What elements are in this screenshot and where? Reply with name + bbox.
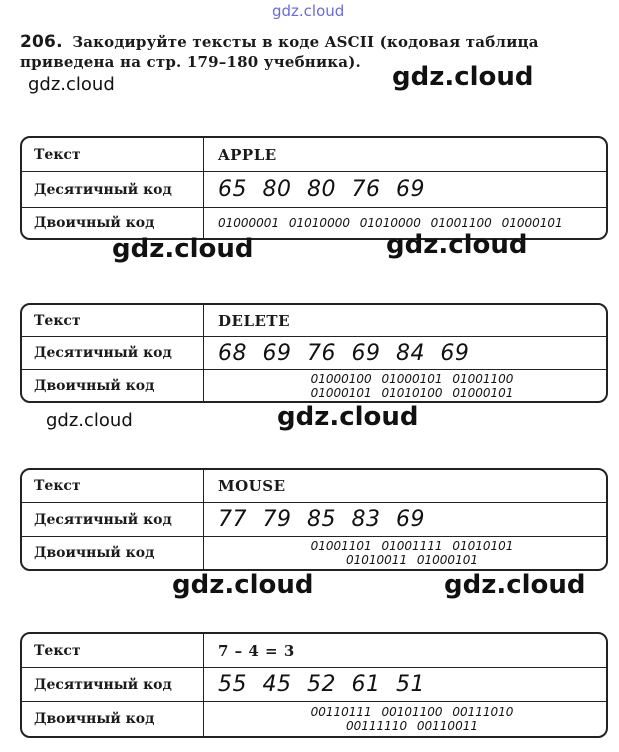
watermark: gdz.cloud	[112, 234, 254, 264]
text-value: MOUSE	[218, 477, 286, 495]
binary-code: 01000001 01010000 01010000 01001100 01000101	[218, 216, 563, 230]
task-number: 206.	[20, 32, 63, 52]
text-value: 7 – 4 = 3	[218, 641, 295, 660]
label-binary: Двоичный код	[22, 370, 204, 401]
label-binary: Двоичный код	[22, 208, 204, 238]
label-text: Текст	[22, 305, 204, 336]
decimal-code: 65 80 80 76 69	[218, 177, 425, 202]
binary-code-line-1: 00110111 00101100 00111010	[310, 705, 514, 719]
label-text: Текст	[22, 138, 204, 171]
label-decimal: Десятичный код	[22, 337, 204, 369]
text-value: DELETE	[218, 311, 291, 330]
watermark: gdz.cloud	[28, 74, 115, 95]
label-text: Текст	[22, 634, 204, 667]
ascii-table-3	[20, 468, 608, 571]
label-decimal: Десятичный код	[22, 668, 204, 701]
watermark-top: gdz.cloud	[272, 2, 345, 20]
watermark: gdz.cloud	[46, 410, 133, 431]
label-decimal: Десятичный код	[22, 503, 204, 536]
label-binary: Двоичный код	[22, 537, 204, 569]
binary-code-line-2: 01000101 01010100 01000101	[310, 385, 514, 400]
watermark: gdz.cloud	[172, 570, 314, 600]
label-decimal: Десятичный код	[22, 172, 204, 207]
label-text: Текст	[22, 470, 204, 502]
binary-code-line-1: 01001101 01001111 01010101	[310, 539, 514, 553]
watermark: gdz.cloud	[392, 62, 534, 92]
binary-code-line-2: 00111110 00110011	[346, 719, 478, 733]
ascii-table-1	[20, 136, 608, 240]
binary-code-line-1: 01000100 01000101 01001100	[310, 371, 514, 386]
text-value: APPLE	[218, 145, 277, 164]
ascii-table-2	[20, 303, 608, 403]
ascii-table-4	[20, 632, 608, 738]
watermark: gdz.cloud	[444, 570, 586, 600]
decimal-code: 55 45 52 61 51	[218, 672, 425, 697]
binary-code-line-2: 01010011 01000101	[346, 553, 478, 567]
watermark: gdz.cloud	[277, 402, 419, 432]
decimal-code: 77 79 85 83 69	[218, 507, 425, 532]
decimal-code: 68 69 76 69 84 69	[218, 340, 470, 366]
watermark: gdz.cloud	[386, 230, 528, 260]
task-text: Закодируйте тексты в коде ASCII (кодовая таблица приведена на стр. 179–180 учебника).	[20, 33, 539, 71]
label-binary: Двоичный код	[22, 702, 204, 736]
